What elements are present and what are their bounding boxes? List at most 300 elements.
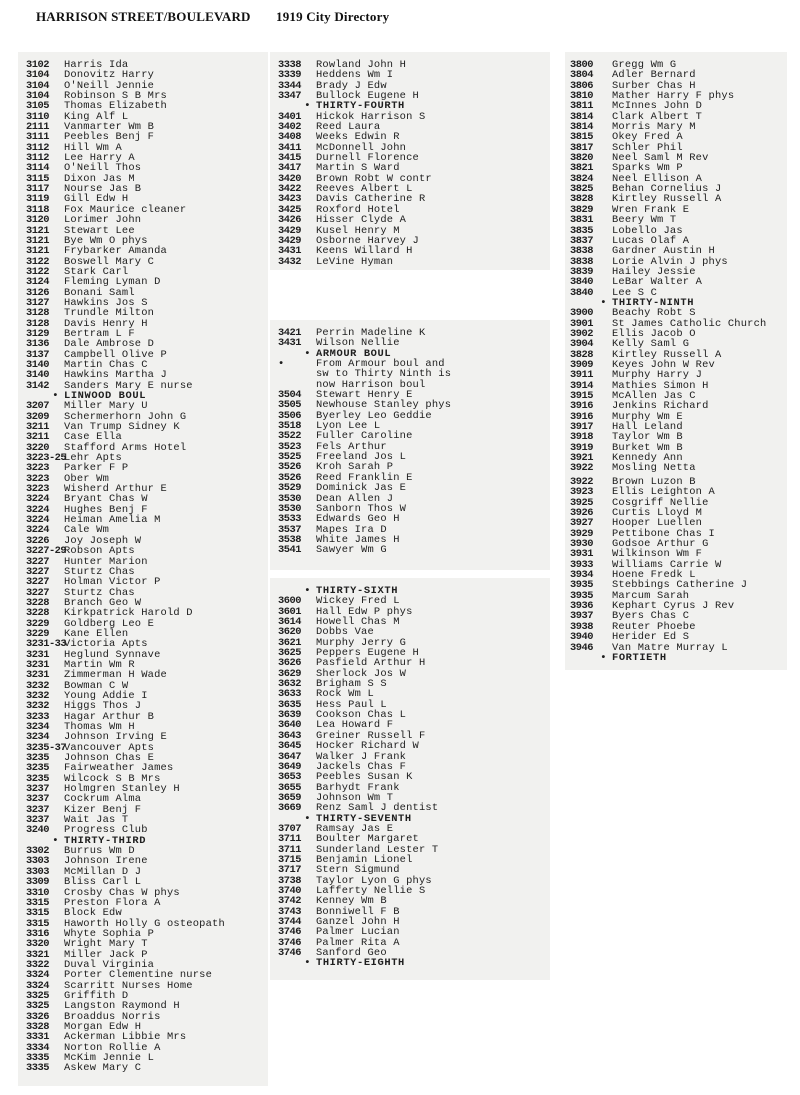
house-number: 3232 — [26, 679, 49, 692]
resident-name: Burrus Wm D — [64, 845, 135, 858]
resident-name: Rock Wm L — [316, 688, 374, 701]
resident-name: Sanders Mary E nurse — [64, 379, 193, 392]
house-number: 3541 — [278, 544, 301, 557]
resident-name: St James Catholic Church — [612, 317, 767, 330]
resident-name: Van Matre Murray L — [612, 641, 728, 654]
resident-name: Holman Victor P — [64, 576, 161, 589]
house-number: 3643 — [278, 729, 301, 742]
resident-name: Ellis Jacob O — [612, 327, 696, 340]
resident-name: Behan Cornelius J — [612, 183, 722, 196]
resident-name: Goldberg Leo E — [64, 617, 155, 630]
house-number: • — [278, 358, 284, 371]
resident-name: Gill Edw H — [64, 193, 129, 206]
house-number: 3925 — [570, 496, 593, 509]
resident-name: Davis Catherine R — [316, 193, 426, 206]
resident-name: Sawyer Wm G — [316, 544, 387, 557]
resident-name: Wisherd Arthur E — [64, 483, 167, 496]
resident-name: Bye Wm O phys — [64, 234, 148, 247]
resident-name: Progress Club — [64, 824, 148, 837]
resident-name: Murphy Harry J — [612, 369, 703, 382]
resident-name: Martin Wm R — [64, 658, 135, 671]
column-3a — [570, 60, 766, 474]
house-number: 3922 — [570, 462, 593, 475]
resident-name: Mapes Ira D — [316, 523, 387, 536]
resident-name: Curtis Lloyd M — [612, 507, 703, 520]
resident-name: Kroh Sarah P — [316, 461, 394, 474]
house-number: 3533 — [278, 513, 301, 526]
resident-name: Mosling Netta — [612, 462, 696, 475]
resident-name: Hess Paul L — [316, 698, 387, 711]
house-number: 3625 — [278, 647, 301, 660]
resident-name: Johnson Irving E — [64, 731, 167, 744]
house-number: 3742 — [278, 895, 301, 908]
house-number: 3633 — [278, 688, 301, 701]
house-number: 3344 — [278, 79, 301, 92]
house-number: 3223 — [26, 472, 49, 485]
resident-name: Miller Mary U — [64, 400, 148, 413]
resident-name: Newhouse Stanley phys — [316, 399, 452, 412]
house-number: 3338 — [278, 59, 301, 71]
house-number: 3614 — [278, 616, 301, 629]
resident-name: Barhydt Frank — [316, 781, 400, 794]
house-number: 3645 — [278, 740, 301, 753]
house-number: 3647 — [278, 750, 301, 763]
resident-name: Morgan Edw H — [64, 1020, 142, 1033]
resident-name: Bonniwell F B — [316, 905, 400, 918]
house-number: 3916 — [570, 400, 593, 413]
house-number: 3829 — [570, 203, 593, 216]
house-number: 3746 — [278, 936, 301, 949]
resident-name: Johnson Wm T — [316, 791, 394, 804]
directory-entry — [26, 1063, 225, 1073]
house-number: 3746 — [278, 947, 301, 960]
house-number: 3626 — [278, 657, 301, 670]
house-number: 3237 — [26, 783, 49, 796]
house-number: 3121 — [26, 234, 49, 247]
house-number: 3126 — [26, 286, 49, 299]
house-number: 3640 — [278, 719, 301, 732]
resident-name: Hagar Arthur B — [64, 710, 155, 723]
resident-name: McMillan D J — [64, 865, 142, 878]
resident-name: Victoria Apts — [64, 638, 148, 651]
resident-name: Sanborn Thos W — [316, 502, 407, 515]
resident-name: Thomas Wm H — [64, 721, 135, 733]
house-number: 3934 — [570, 569, 593, 582]
resident-name: Holmgren Stanley H — [64, 783, 180, 796]
house-number: 3237 — [26, 814, 49, 827]
house-number: 3231 — [26, 669, 49, 682]
directory-entry — [26, 246, 225, 256]
resident-name: Campbell Olive P — [64, 348, 167, 361]
resident-name: Norton Rollie A — [64, 1041, 161, 1054]
house-number: 3104 — [26, 90, 49, 103]
house-number: 3738 — [278, 874, 301, 887]
house-number: 3235 — [26, 772, 49, 785]
house-number: 3820 — [570, 152, 593, 165]
resident-name: Jackels Chas F — [316, 760, 407, 773]
house-number: 3504 — [278, 389, 301, 402]
resident-name: Brady J Edw — [316, 79, 387, 92]
directory-entry — [278, 483, 451, 493]
house-number: 3111 — [26, 131, 49, 144]
house-number: 3227 — [26, 586, 49, 599]
resident-name: Porter Clementine nurse — [64, 969, 213, 982]
house-number: 3840 — [570, 276, 593, 289]
resident-name: Reed Franklin E — [316, 471, 413, 484]
house-number: 3717 — [278, 864, 301, 877]
resident-name: Ellis Leighton A — [612, 486, 715, 499]
resident-name: Rowland John H — [316, 59, 407, 71]
resident-name: Haworth Holly G osteopath — [64, 917, 225, 930]
house-number: 3322 — [26, 958, 49, 971]
heading-text: ARMOUR BOUL — [316, 347, 392, 360]
resident-name: Marcum Sarah — [612, 589, 690, 602]
house-number: 3505 — [278, 399, 301, 412]
house-number: 3530 — [278, 492, 301, 505]
house-number: 3929 — [570, 527, 593, 540]
resident-name: Sparks Wm P — [612, 162, 683, 175]
house-number: • — [304, 100, 310, 113]
resident-name: Williams Carrie W — [612, 558, 722, 571]
directory-entry — [26, 577, 225, 587]
house-number: 3926 — [570, 507, 593, 520]
resident-name: Hughes Benj F — [64, 503, 148, 516]
resident-name: Heglund Synnave — [64, 648, 161, 661]
house-number: 3935 — [570, 589, 593, 602]
heading-text: THIRTY-FOURTH — [316, 100, 405, 113]
resident-name: Ganzel John H — [316, 916, 400, 928]
resident-name: Langston Raymond H — [64, 1000, 180, 1013]
house-number: 3621 — [278, 636, 301, 649]
house-number: 3324 — [26, 979, 49, 992]
house-number: 3227 — [26, 576, 49, 589]
resident-name: Wilcock S B Mrs — [64, 772, 161, 785]
house-number: 3715 — [278, 853, 301, 866]
house-number: 3423 — [278, 193, 301, 206]
street-heading — [278, 958, 438, 968]
house-number: 3707 — [278, 822, 301, 835]
house-number: 3227 — [26, 565, 49, 578]
house-number: 3231-33 — [26, 638, 67, 651]
resident-name: Peppers Eugene H — [316, 647, 419, 660]
house-number: 3918 — [570, 431, 593, 444]
house-number: 3429 — [278, 224, 301, 237]
resident-name: Edwards Geo H — [316, 513, 400, 526]
house-number: 3825 — [570, 183, 593, 196]
resident-name: Bullock Eugene H — [316, 90, 419, 103]
house-number: 3315 — [26, 907, 49, 920]
resident-name: Beery Wm T — [612, 214, 677, 227]
resident-name: Donovitz Harry — [64, 69, 155, 82]
heading-text: THIRTY-EIGHTH — [316, 957, 405, 970]
resident-name: Godsoe Arthur G — [612, 538, 709, 551]
house-number: 3408 — [278, 131, 301, 144]
resident-name: Brown Luzon B — [612, 476, 696, 488]
resident-name: Osborne Harvey J — [316, 234, 419, 247]
house-number: 3916 — [570, 410, 593, 423]
resident-name: Kirkpatrick Harold D — [64, 607, 193, 620]
resident-name: Clark Albert T — [612, 110, 703, 123]
directory-entry — [26, 608, 225, 618]
resident-name: Fleming Lyman D — [64, 276, 161, 289]
house-number: 3324 — [26, 969, 49, 982]
house-number: • — [600, 296, 606, 309]
directory-entry — [26, 422, 225, 432]
resident-name: Vanmarter Wm B — [64, 121, 155, 134]
resident-name: Kephart Cyrus J Rev — [612, 600, 735, 613]
resident-name: Jenkins Richard — [612, 400, 709, 413]
house-number: 3110 — [26, 110, 49, 123]
resident-name: Neel Saml M Rev — [612, 152, 709, 165]
resident-name: Lafferty Nellie S — [316, 884, 426, 897]
house-number: 3828 — [570, 193, 593, 206]
house-number: 3128 — [26, 317, 49, 330]
street-heading — [570, 653, 747, 663]
house-number: 3224 — [26, 524, 49, 537]
house-number: 3128 — [26, 307, 49, 320]
resident-name: Lucas Olaf A — [612, 234, 690, 247]
directory-entry — [26, 898, 225, 908]
house-number: 3649 — [278, 760, 301, 773]
house-number: 2111 — [26, 121, 49, 134]
resident-name: Hawkins Jos S — [64, 296, 148, 309]
resident-name: Dean Allen J — [316, 492, 394, 505]
house-number: 3601 — [278, 605, 301, 618]
resident-name: Wren Frank E — [612, 203, 690, 216]
house-number: 3303 — [26, 855, 49, 868]
resident-name: Fuller Caroline — [316, 430, 413, 443]
directory-entry — [278, 514, 451, 524]
resident-name: Duval Virginia — [64, 958, 155, 971]
house-number: 3315 — [26, 896, 49, 909]
heading-text: LINWOOD BOUL — [64, 390, 147, 402]
house-number: 3930 — [570, 538, 593, 551]
house-number: 3814 — [570, 121, 593, 134]
resident-name: Davis Henry H — [64, 317, 148, 330]
house-number: 3339 — [278, 69, 301, 82]
resident-name: Reeves Albert L — [316, 183, 413, 196]
house-number: 3919 — [570, 441, 593, 454]
resident-name: Preston Flora A — [64, 896, 161, 909]
resident-name: Vancouver Apts — [64, 741, 155, 754]
resident-name: Lee S C — [612, 286, 658, 299]
resident-name: McInnes John D — [612, 100, 703, 113]
house-number: 3315 — [26, 917, 49, 930]
house-number: 3506 — [278, 409, 301, 422]
house-number: 3526 — [278, 461, 301, 474]
resident-name: Sunderland Lester T — [316, 843, 439, 856]
house-number: 3112 — [26, 152, 49, 165]
house-number: 3209 — [26, 410, 49, 423]
resident-name: Hall Edw P phys — [316, 605, 413, 618]
heading-text: THIRTY-THIRD — [64, 834, 147, 847]
resident-name: Fox Maurice cleaner — [64, 203, 187, 216]
resident-name: Bliss Carl L — [64, 876, 142, 889]
house-number: 3316 — [26, 927, 49, 940]
directory-entry — [278, 772, 438, 782]
house-number: • — [304, 812, 310, 825]
house-number: 3911 — [570, 369, 593, 382]
resident-name: Burket Wm B — [612, 441, 683, 454]
resident-name: Kirtley Russell A — [612, 193, 722, 206]
house-number: 3655 — [278, 781, 301, 794]
resident-name: Byers Chas C — [612, 610, 690, 623]
resident-name: Kelly Saml G — [612, 338, 690, 351]
column-3b — [570, 477, 747, 663]
house-number: 3940 — [570, 631, 593, 644]
resident-name: Hisser Clyde A — [316, 214, 407, 227]
house-number: 3538 — [278, 533, 301, 546]
resident-name: Wright Mary T — [64, 938, 148, 951]
resident-name: Frybarker Amanda — [64, 245, 167, 258]
house-number: 3743 — [278, 905, 301, 918]
resident-name: Morris Mary M — [612, 121, 696, 134]
house-number: 3127 — [26, 296, 49, 309]
resident-name: Murphy Wm E — [612, 410, 683, 423]
page-header — [36, 9, 776, 29]
resident-name: Neel Ellison A — [612, 172, 703, 185]
resident-name: Stewart Henry E — [316, 389, 413, 402]
resident-name: Beachy Robt S — [612, 307, 696, 320]
house-number: 3401 — [278, 110, 301, 123]
resident-name: Fels Arthur — [316, 440, 387, 453]
resident-name: Heddens Wm I — [316, 69, 394, 82]
resident-name: Wilkinson Wm F — [612, 548, 703, 561]
house-number: 3137 — [26, 348, 49, 361]
resident-name: Hawkins Martha J — [64, 369, 167, 382]
resident-name: Johnson Chas E — [64, 752, 155, 765]
resident-name: Greiner Russell F — [316, 729, 426, 742]
house-number: 3235-37 — [26, 741, 67, 754]
house-number: 3431 — [278, 337, 301, 350]
house-number: 3744 — [278, 916, 301, 928]
house-number: • — [304, 585, 310, 597]
directory-entry — [26, 463, 225, 473]
resident-name: Taylor Lyon G phys — [316, 874, 432, 887]
house-number: 3600 — [278, 595, 301, 608]
house-number: 3711 — [278, 833, 301, 846]
house-number: 3806 — [570, 79, 593, 92]
house-number: 3235 — [26, 762, 49, 775]
resident-name: Johnson Irene — [64, 855, 148, 868]
house-number: 3821 — [570, 162, 593, 175]
house-number: 3523 — [278, 440, 301, 453]
directory-entry — [278, 545, 451, 555]
resident-name: Van Trump Sidney K — [64, 421, 180, 434]
house-number: 3917 — [570, 421, 593, 434]
resident-name: Broaddus Norris — [64, 1010, 161, 1023]
directory-entry — [26, 877, 225, 887]
directory-entry — [26, 132, 225, 142]
resident-name: Nourse Jas B — [64, 183, 142, 196]
house-number: 3425 — [278, 203, 301, 216]
resident-name: O'Neill Thos — [64, 162, 142, 175]
house-number: 3931 — [570, 548, 593, 561]
house-number: 3411 — [278, 141, 301, 154]
resident-name: Joy Joseph W — [64, 534, 142, 547]
house-number: 3211 — [26, 421, 49, 434]
directory-entry — [26, 939, 225, 949]
directory-entry — [570, 246, 766, 256]
house-number: 3814 — [570, 110, 593, 123]
resident-name: Roxford Hotel — [316, 203, 400, 216]
resident-name: Whyte Sophia P — [64, 927, 155, 940]
resident-name: Boulter Margaret — [316, 833, 419, 846]
house-number: 3530 — [278, 502, 301, 515]
resident-name: Stern Sigmund — [316, 864, 400, 877]
house-number: 3233 — [26, 710, 49, 723]
house-number: 3902 — [570, 327, 593, 340]
resident-name: Kenney Wm B — [316, 895, 387, 908]
resident-name: Lorimer John — [64, 214, 142, 227]
house-number: 3711 — [278, 843, 301, 856]
house-number: 3838 — [570, 245, 593, 258]
resident-name: Sturtz Chas — [64, 565, 135, 578]
house-number: 3224 — [26, 503, 49, 516]
directory-entry — [278, 246, 432, 256]
resident-name: Keyes John W Rev — [612, 358, 715, 371]
heading-text: FORTIETH — [612, 651, 667, 664]
resident-name: Wait Jas T — [64, 814, 129, 827]
house-number: 3415 — [278, 152, 301, 165]
resident-name: Mather Harry F phys — [612, 90, 735, 103]
resident-name: Reed Laura — [316, 121, 381, 134]
house-number: 3904 — [570, 338, 593, 351]
heading-text: THIRTY-NINTH — [612, 296, 695, 309]
resident-name: Lorie Alvin J phys — [612, 255, 728, 268]
directory-entry — [570, 215, 766, 225]
house-number: 3112 — [26, 141, 49, 154]
house-number: 3402 — [278, 121, 301, 134]
house-number: 3227 — [26, 555, 49, 568]
resident-name: Gregg Wm G — [612, 59, 677, 71]
resident-name: LeVine Hyman — [316, 255, 394, 268]
directory-entry — [278, 741, 438, 751]
house-number: 3935 — [570, 579, 593, 592]
house-number: 3136 — [26, 338, 49, 351]
resident-name: Wilson Nellie — [316, 337, 400, 350]
house-number: 3320 — [26, 938, 49, 951]
house-number: 3933 — [570, 558, 593, 571]
resident-name: Brigham S S — [316, 678, 387, 691]
house-number: 3811 — [570, 100, 593, 113]
house-number: 3620 — [278, 626, 301, 639]
directory-entry — [278, 257, 432, 267]
house-number: 3237 — [26, 803, 49, 816]
resident-name: O'Neill Jennie — [64, 79, 155, 92]
resident-name: Lea Howard F — [316, 719, 394, 732]
house-number: • — [52, 834, 58, 847]
resident-name: Martin Chas C — [64, 358, 148, 371]
resident-name: Bertram L F — [64, 327, 135, 340]
house-number: • — [304, 957, 310, 970]
directory-entry — [26, 546, 225, 556]
house-number: 3915 — [570, 390, 593, 402]
directory-year: 1919 City Directory — [276, 9, 390, 24]
resident-name: Freeland Jos L — [316, 451, 407, 464]
house-number: 3946 — [570, 641, 593, 654]
house-number: 3326 — [26, 1010, 49, 1023]
heading-text: THIRTY-SIXTH — [316, 585, 399, 597]
resident-name: Walker J Frank — [316, 750, 407, 763]
house-number: 3837 — [570, 234, 593, 247]
house-number: 3432 — [278, 255, 301, 268]
resident-name: now Harrison boul — [316, 378, 426, 391]
resident-name: Stark Carl — [64, 265, 129, 278]
house-number: 3325 — [26, 989, 49, 1002]
house-number: 3207 — [26, 400, 49, 413]
house-number: 3122 — [26, 265, 49, 278]
